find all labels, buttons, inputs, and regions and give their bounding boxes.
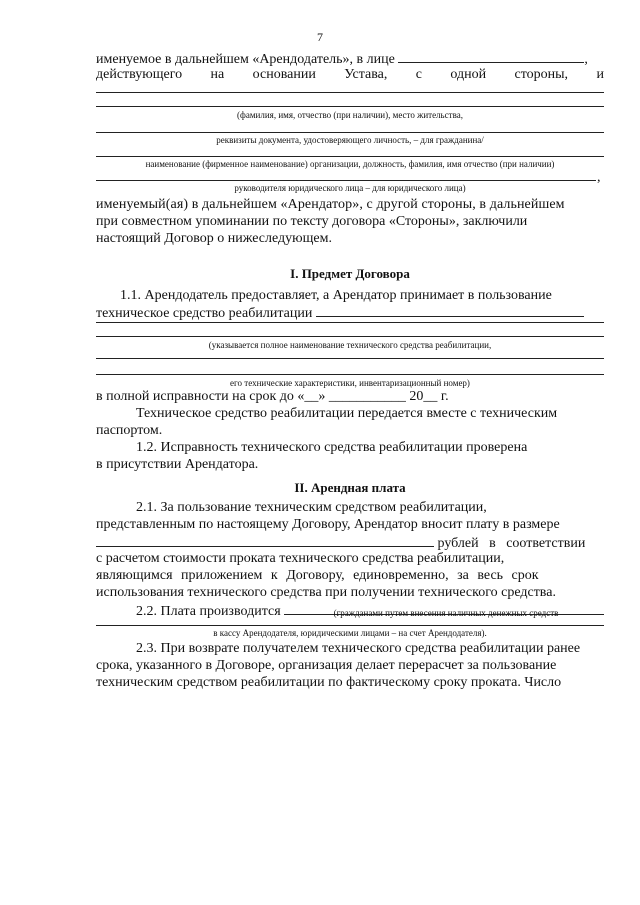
rental-term: в полной исправности на срок до «__» ___________ 20__ г. xyxy=(96,389,449,404)
fill-line xyxy=(96,625,604,626)
intro-word: Устава, xyxy=(344,67,388,82)
fill-line xyxy=(96,180,596,181)
page-number: 7 xyxy=(317,30,323,44)
section-1-title: I. Предмет Договора xyxy=(290,266,410,281)
clause-1-1-line-2 xyxy=(96,304,604,321)
clause-2-3-line-3: техническим средством реабилитации по фактическому сроку проката. Число xyxy=(96,675,562,690)
clause-2-3-line-2: срока, указанного в Договоре, организация делает перерасчет за пользование xyxy=(96,658,557,673)
clause-2-3-line-1: 2.3. При возврате получателем технического средства реабилитации ранее xyxy=(136,641,581,656)
representative-blank xyxy=(398,50,584,63)
comma: , xyxy=(597,170,601,185)
intro-word: с xyxy=(415,67,422,82)
fill-line xyxy=(96,358,604,359)
clause-1-1-text: техническое средство реабилитации xyxy=(96,306,313,321)
caption-device-name: (указывается полное наименование технического средства реабилитации, xyxy=(208,340,492,350)
fill-line xyxy=(96,106,604,107)
clause-2-1-line-1: 2.1. За пользование техническим средством реабилитации, xyxy=(136,500,487,515)
intro-line-1-text: именуемое в дальнейшем «Арендодатель», в лице xyxy=(96,52,395,67)
caption-name: (фамилия, имя, отчество (при наличии), место жительства, xyxy=(237,110,463,120)
caption-document: реквизиты документа, удостоверяющего личность, – для гражданина/ xyxy=(216,135,484,145)
intro-line-1 xyxy=(96,50,604,67)
clause-2-1-line-4: с расчетом стоимости проката технического средства реабилитации, xyxy=(96,551,505,566)
clause-2-2-text: 2.2. Плата производится xyxy=(136,604,281,619)
intro-word: и xyxy=(596,67,604,82)
clause-1-2-line-1: 1.2. Исправность технического средства реабилитации проверена xyxy=(136,440,528,455)
intro-word: стороны, xyxy=(514,67,569,82)
fill-line xyxy=(96,156,604,157)
fill-line xyxy=(96,92,604,93)
device-blank xyxy=(316,304,584,317)
clause-2-1-line-3 xyxy=(96,534,604,551)
section-2-title: II. Арендная плата xyxy=(294,480,406,495)
intro-word: основании xyxy=(252,67,316,82)
clause-1-1-line-1: 1.1. Арендодатель предоставляет, а Арендатор принимает в пользование xyxy=(120,288,552,303)
amount-blank xyxy=(96,534,434,547)
fill-line xyxy=(96,132,604,133)
intro-paragraph-line: именуемый(ая) в дальнейшем «Арендатор», с другой стороны, в дальнейшем xyxy=(96,197,565,212)
caption-device-specs: его технические характеристики, инвентаризационный номер) xyxy=(230,378,470,388)
caption-payment-account: в кассу Арендодателя, юридическими лицами – на счет Арендодателя). xyxy=(213,628,487,638)
caption-head: руководителя юридического лица – для юридического лица) xyxy=(234,183,466,193)
passport-line-2: паспортом. xyxy=(96,423,163,438)
clause-2-1-line-5: являющимся приложением к Договору, единовременно, за весь срок xyxy=(96,568,539,583)
fill-line xyxy=(96,336,604,337)
intro-word: одной xyxy=(450,67,487,82)
passport-line-1: Техническое средство реабилитации передается вместе с техническим xyxy=(136,406,558,421)
intro-word: на xyxy=(210,67,225,82)
clause-2-1-rubles: рублей в соответствии xyxy=(437,536,586,551)
caption-organization: наименование (фирменное наименование) организации, должность, фамилия, имя отчество (при наличии) xyxy=(145,159,555,169)
clause-2-1-line-6: использования технического средства при получении технического средства. xyxy=(96,585,556,600)
fill-line xyxy=(96,322,604,323)
intro-paragraph-line: настоящий Договор о нижеследующем. xyxy=(96,231,332,246)
intro-paragraph-line: при совместном упоминании по тексту договора «Стороны», заключили xyxy=(96,214,528,229)
clause-2-1-line-2: представленным по настоящему Договору, Арендатор вносит плату в размере xyxy=(96,517,560,532)
fill-line xyxy=(96,374,604,375)
intro-word: действующего xyxy=(96,67,183,82)
caption-payment-cash: (гражданами путем внесения наличных денежных средств xyxy=(333,608,559,618)
intro-line-1-comma: , xyxy=(584,52,588,67)
intro-line-2 xyxy=(96,67,604,82)
clause-1-2-line-2: в присутствии Арендатора. xyxy=(96,457,259,472)
